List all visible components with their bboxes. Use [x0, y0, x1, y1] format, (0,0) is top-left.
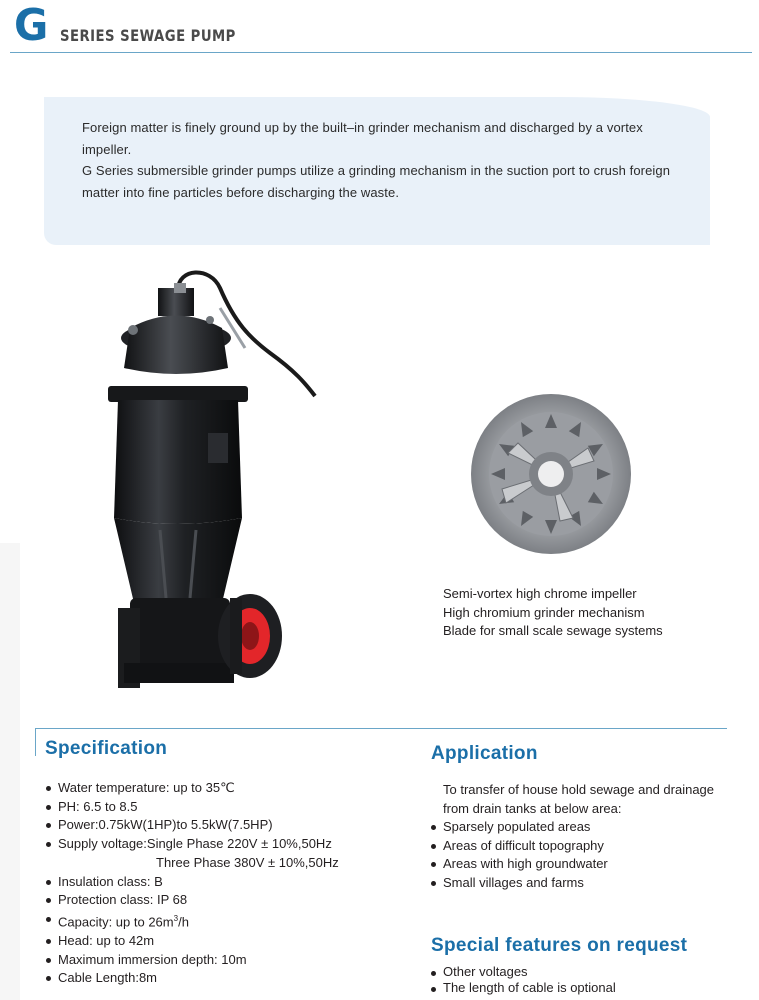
spec-capacity-exponent: 3: [173, 913, 179, 923]
section-divider: [35, 728, 727, 729]
intro-paragraph-2: G Series submersible grinder pumps utilize a grinding mechanism in the suction port to crush foreign matter into fine particles before discharging the waste.: [82, 163, 671, 200]
spec-head: Head: up to 42m: [45, 932, 339, 951]
spec-capacity: [45, 910, 339, 932]
spec-power: Power:0.75kW(1HP)to 5.5kW(7.5HP): [45, 816, 339, 835]
special-feature-item: Other voltages: [430, 964, 616, 980]
application-intro-line: To transfer of house hold sewage and drainage: [443, 782, 715, 797]
application-intro-line: from drain tanks at below area:: [443, 800, 622, 816]
spec-ph: PH: 6.5 to 8.5: [45, 798, 339, 817]
application-list: [430, 818, 608, 893]
header-title: SERIES SEWAGE PUMP: [60, 26, 236, 45]
spec-cable-length: Cable Length:8m: [45, 969, 339, 988]
application-item: Areas of difficult topography: [430, 837, 608, 856]
spec-supply-voltage: Supply voltage:Single Phase 220V ± 10%,50Hz: [45, 835, 339, 854]
application-item: Small villages and farms: [430, 874, 608, 893]
specification-heading: Specification: [45, 738, 168, 759]
spec-three-phase: Three Phase 380V ± 10%,50Hz: [156, 854, 339, 870]
caption-line: High chromium grinder mechanism: [443, 604, 645, 620]
spec-water-temperature: Water temperature: up to 35℃: [45, 779, 339, 798]
intro-text: [82, 117, 682, 203]
application-item: Areas with high groundwater: [430, 855, 608, 874]
specification-list: [45, 779, 339, 988]
spec-immersion-depth: Maximum immersion depth: 10m: [45, 951, 339, 970]
application-item: Sparsely populated areas: [430, 818, 608, 837]
specification-bracket: [35, 728, 36, 756]
spec-protection: Protection class: IP 68: [45, 891, 339, 910]
special-features-list: [430, 964, 616, 996]
impeller-caption: [443, 585, 663, 641]
spec-insulation: Insulation class: B: [45, 873, 339, 892]
impeller-photo: [468, 393, 634, 555]
application-heading: Application: [431, 743, 538, 764]
header-series-letter: G: [14, 0, 49, 51]
intro-paragraph-1: Foreign matter is finely ground up by the built–in grinder mechanism and discharged by a vortex impeller.: [82, 120, 643, 157]
special-feature-item: The length of cable is optional: [430, 980, 616, 996]
application-intro: [443, 781, 714, 818]
special-features-heading: Special features on request: [431, 935, 688, 956]
header-rule: [10, 52, 752, 53]
page-margin-strip: [0, 543, 20, 1000]
caption-line: Blade for small scale sewage systems: [443, 623, 663, 638]
caption-line: Semi-vortex high chrome impeller: [443, 586, 637, 601]
pump-photo: [100, 268, 325, 708]
spec-capacity-unit: /h: [178, 914, 189, 930]
spec-capacity-text: Capacity: up to 26m: [58, 914, 174, 930]
